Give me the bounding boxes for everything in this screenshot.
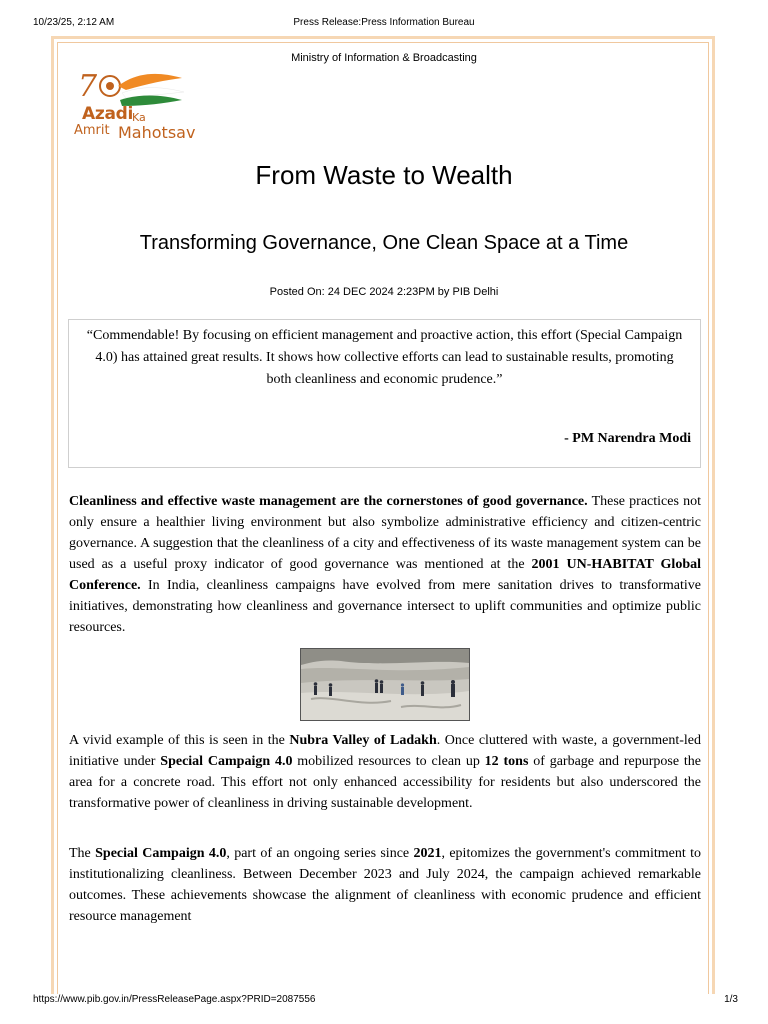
paragraph-3	[69, 843, 701, 927]
page-subtitle: Transforming Governance, One Clean Space at a Time	[139, 232, 629, 254]
paragraph-3-text-c: , epitomizes the government's commitment to institutionalizing cleanliness. Between December 2023 and July 2024, the campaign achieved remarkable outcomes. These achievements showcase the alignment of cleanliness with economic prudence and efficient resource management	[69, 846, 701, 924]
print-header	[0, 17, 768, 31]
paragraph-3-bold-b: 2021	[413, 846, 442, 861]
posted-on: Posted On: 24 DEC 2024 2:23PM by PIB Delhi	[269, 286, 499, 298]
page-title: From Waste to Wealth	[255, 160, 513, 190]
paragraph-2-bold-c: 12 tons	[484, 754, 529, 769]
print-page-title: Press Release:Press Information Bureau	[293, 17, 475, 28]
logo-word-azadi: Azadi	[82, 104, 134, 124]
print-footer	[0, 994, 768, 1008]
paragraph-1	[69, 491, 701, 638]
paragraph-2-text-c: mobilized resources to clean up	[292, 754, 485, 769]
paragraph-1-text-a: These practices not only ensure a healthier living environment but also symbolize administrative efficiency and citizen-centric governance. A suggestion that the cleanliness of a city and effectiveness of its waste management system can be used as a useful proxy indicator of good governance was mentioned at the	[69, 494, 701, 572]
paragraph-2-text-a: A vivid example of this is seen in the	[69, 733, 290, 748]
quote-box	[68, 319, 701, 468]
paragraph-2-text-b: . Once cluttered with waste, a government-led initiative under	[69, 733, 701, 769]
quote-text: “Commendable! By focusing on efficient management and proactive action, this effort (Special Campaign 4.0) has attained great results. It shows how collective efforts can lead to sustainable results, promoting both cleanliness and economic prudence.”	[86, 328, 683, 387]
logo-word-ka: Ka	[132, 111, 146, 124]
paragraph-3-text-a: The	[69, 846, 96, 861]
paragraph-1-text-b: In India, cleanliness campaigns have evolved from mere sanitation drives to transformative initiatives, demonstrating how cleanliness and governance intersect to uplift communities and optimize public resources.	[69, 578, 701, 635]
quote-attribution: - PM Narendra Modi	[564, 431, 691, 446]
azadi-ka-amrit-mahotsav-logo	[74, 66, 214, 144]
paragraph-2-bold-a: Nubra Valley of Ladakh	[289, 733, 437, 748]
paragraph-2-text-d: of garbage and repurpose the area for a concrete road. This effort not only enhanced accessibility for residents but also underscored the transformative power of cleanliness in driving sustainable development.	[69, 754, 701, 811]
paragraph-2	[69, 730, 701, 814]
cleanup-photo-image	[301, 649, 469, 720]
print-datetime: 10/23/25, 2:12 AM	[33, 17, 115, 28]
svg-text:7: 7	[78, 69, 98, 104]
paragraph-2-bold-b: Special Campaign 4.0	[160, 754, 293, 769]
paragraph-1-lead: Cleanliness and effective waste management are the cornerstones of good governance.	[69, 494, 588, 509]
logo-word-mahotsav: Mahotsav	[118, 123, 196, 142]
paragraph-3-bold-a: Special Campaign 4.0	[95, 846, 227, 861]
nubra-valley-photo	[300, 648, 470, 721]
logo-word-amrit: Amrit	[74, 123, 110, 138]
print-url[interactable]: https://www.pib.gov.in/PressReleasePage.aspx?PRID=2087556	[33, 994, 316, 1005]
ministry-name: Ministry of Information & Broadcasting	[291, 52, 477, 64]
paragraph-1-bold-a: 2001 UN-HABITAT Global Conference.	[69, 557, 701, 593]
print-page-number: 1/3	[724, 994, 738, 1005]
paragraph-3-text-b: , part of an ongoing series since	[226, 846, 414, 861]
